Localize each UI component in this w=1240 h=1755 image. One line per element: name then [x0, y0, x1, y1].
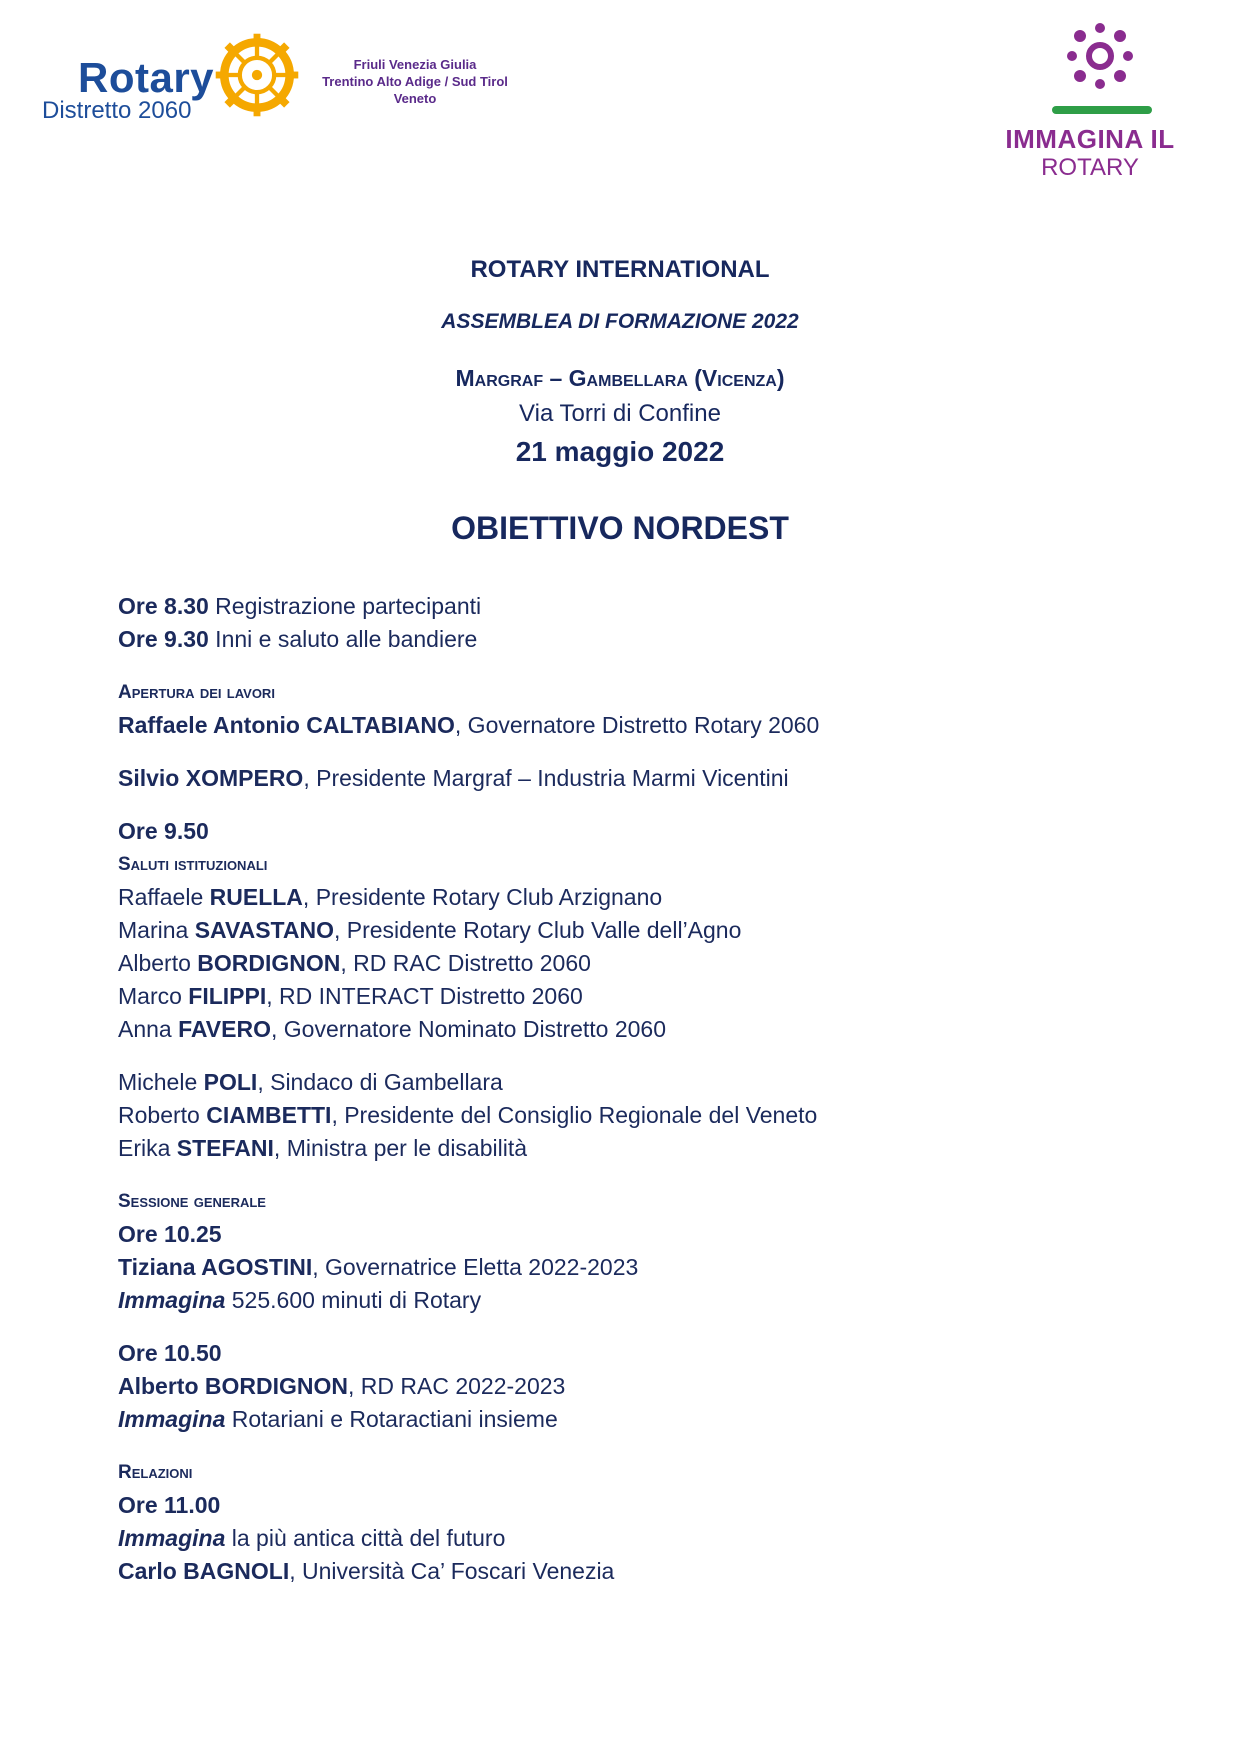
- talk-text: Rotariani e Rotaractiani insieme: [225, 1406, 558, 1432]
- speaker-last-name: RUELLA: [209, 884, 303, 910]
- region-1: Friuli Venezia Giulia: [353, 57, 477, 72]
- activity-text: Inni e saluto alle bandiere: [208, 626, 478, 652]
- speaker-name: Alberto BORDIGNON: [118, 1373, 348, 1399]
- time-label: Ore 11.00: [118, 1492, 221, 1518]
- speaker-last-name: POLI: [203, 1069, 258, 1095]
- speaker-line: [118, 980, 1118, 1013]
- event-date: 21 maggio 2022: [515, 436, 725, 467]
- time-label: Ore 8.30: [118, 593, 209, 619]
- program-group-opening: [118, 676, 1118, 742]
- imagine-title-line1: IMMAGINA IL: [1005, 124, 1175, 154]
- speaker-first-name: Roberto: [118, 1102, 207, 1128]
- speaker-line: [118, 914, 1118, 947]
- section-heading: Saluti istituzionali: [118, 854, 268, 875]
- talk-keyword: Immagina: [118, 1287, 226, 1313]
- speaker-line: [118, 1555, 1118, 1588]
- speaker-role: , RD RAC Distretto 2060: [340, 950, 591, 976]
- speaker-name: Silvio XOMPERO: [118, 765, 304, 791]
- speaker-line: [118, 1099, 1118, 1132]
- speaker-line: [118, 1132, 1118, 1165]
- speaker-line: [118, 709, 1118, 742]
- imagine-sun-icon: [1060, 14, 1140, 94]
- talk-title: [118, 1284, 1118, 1317]
- region-list: [300, 56, 530, 107]
- program-group-authorities: [118, 1066, 1118, 1165]
- speaker-last-name: FAVERO: [178, 1016, 271, 1042]
- rotary-wheel-icon: [214, 32, 300, 118]
- program-group-opening-times: [118, 590, 1118, 656]
- region-2: Trentino Alto Adige / Sud Tirol: [322, 74, 508, 89]
- speaker-role: , Ministra per le disabilità: [273, 1135, 528, 1161]
- speaker-line: [118, 1013, 1118, 1046]
- activity-text: Registrazione partecipanti: [208, 593, 482, 619]
- schedule-line: [118, 623, 1118, 656]
- talk-title: [118, 1403, 1118, 1436]
- speaker-line: [118, 1066, 1118, 1099]
- speaker-line: [118, 1370, 1118, 1403]
- speaker-role: , Governatrice Eletta 2022-2023: [312, 1254, 639, 1280]
- rotary-wordmark: Rotary: [78, 54, 215, 101]
- district-label: Distretto 2060: [42, 97, 192, 124]
- speaker-role: , RD INTERACT Distretto 2060: [266, 983, 583, 1009]
- talk-keyword: Immagina: [118, 1525, 226, 1551]
- speaker-name: Carlo BAGNOLI: [118, 1558, 290, 1584]
- speaker-role: , Università Ca’ Foscari Venezia: [289, 1558, 615, 1584]
- event-title: ASSEMBLEA DI FORMAZIONE 2022: [441, 310, 799, 333]
- program-schedule: [118, 590, 1118, 1608]
- speaker-line: [118, 762, 1118, 795]
- event-theme: OBIETTIVO NORDEST: [451, 510, 789, 546]
- imagine-green-bar: [1052, 106, 1152, 114]
- speaker-role: , Presidente Rotary Club Arzignano: [302, 884, 663, 910]
- section-heading: Sessione generale: [118, 1191, 266, 1212]
- program-group-rac: [118, 1337, 1118, 1436]
- event-location: Margraf – Gambellara (Vicenza): [455, 365, 785, 391]
- speaker-line: [118, 881, 1118, 914]
- schedule-line: [118, 590, 1118, 623]
- time-label: Ore 9.50: [118, 818, 209, 844]
- speaker-name: Raffaele Antonio CALTABIANO: [118, 712, 455, 738]
- program-group-greetings: [118, 815, 1118, 1046]
- speaker-role: , Presidente del Consiglio Regionale del Veneto: [331, 1102, 818, 1128]
- region-3: Veneto: [393, 91, 437, 106]
- speaker-first-name: Alberto: [118, 950, 198, 976]
- program-group-general-session: [118, 1185, 1118, 1317]
- speaker-first-name: Raffaele: [118, 884, 210, 910]
- speaker-role: , RD RAC 2022-2023: [348, 1373, 566, 1399]
- speaker-line: [118, 947, 1118, 980]
- speaker-last-name: FILIPPI: [188, 983, 267, 1009]
- speaker-line: [118, 1251, 1118, 1284]
- section-heading: Relazioni: [118, 1462, 193, 1483]
- talk-title: [118, 1522, 1118, 1555]
- speaker-role: , Governatore Nominato Distretto 2060: [270, 1016, 667, 1042]
- organization-title: ROTARY INTERNATIONAL: [470, 256, 770, 283]
- speaker-last-name: CIAMBETTI: [206, 1102, 332, 1128]
- program-group-reports: [118, 1456, 1118, 1588]
- speaker-last-name: SAVASTANO: [194, 917, 334, 943]
- talk-keyword: Immagina: [118, 1406, 226, 1432]
- imagine-rotary-logo: [990, 14, 1190, 184]
- time-label: Ore 9.30: [118, 626, 209, 652]
- speaker-role: , Sindaco di Gambellara: [257, 1069, 503, 1095]
- speaker-first-name: Marina: [118, 917, 195, 943]
- speaker-role: , Governatore Distretto Rotary 2060: [454, 712, 820, 738]
- speaker-first-name: Michele: [118, 1069, 204, 1095]
- section-heading: Apertura dei lavori: [118, 682, 275, 703]
- speaker-name: Tiziana AGOSTINI: [118, 1254, 313, 1280]
- time-label: Ore 10.50: [118, 1340, 222, 1366]
- time-label: Ore 10.25: [118, 1221, 222, 1247]
- talk-text: 525.600 minuti di Rotary: [225, 1287, 482, 1313]
- speaker-last-name: STEFANI: [176, 1135, 274, 1161]
- speaker-first-name: Anna: [118, 1016, 179, 1042]
- speaker-role: , Presidente Margraf – Industria Marmi Vicentini: [303, 765, 789, 791]
- speaker-first-name: Marco: [118, 983, 189, 1009]
- talk-text: la più antica città del futuro: [225, 1525, 506, 1551]
- speaker-first-name: Erika: [118, 1135, 177, 1161]
- program-group-host: [118, 762, 1118, 795]
- rotary-district-logo: [42, 32, 302, 132]
- speaker-role: , Presidente Rotary Club Valle dell’Agno: [333, 917, 742, 943]
- event-address: Via Torri di Confine: [519, 400, 721, 427]
- imagine-title-line2: ROTARY: [1041, 154, 1139, 181]
- speaker-last-name: BORDIGNON: [197, 950, 341, 976]
